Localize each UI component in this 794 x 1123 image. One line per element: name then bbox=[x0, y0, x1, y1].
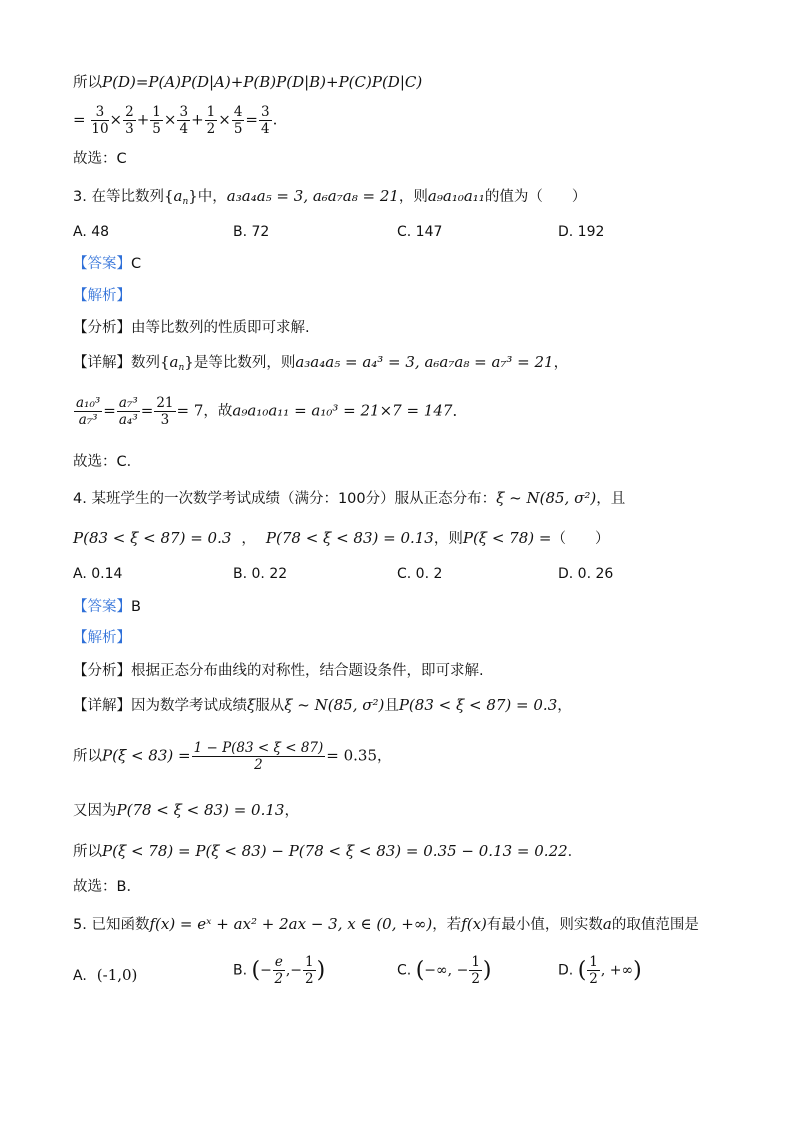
denominator: 3 bbox=[160, 412, 170, 428]
minus-sign: − bbox=[260, 962, 272, 979]
detail-text: 数列 bbox=[131, 355, 160, 371]
q4-option-c: C. 0. 2 bbox=[397, 566, 443, 582]
fraction bbox=[303, 954, 316, 987]
q5-fx: f(x) bbox=[461, 915, 487, 933]
denominator: a₇³ bbox=[78, 412, 98, 428]
q4-condition-2: P(78 < ξ < 83) = 0.13 bbox=[265, 529, 434, 547]
denominator: 2 bbox=[274, 971, 284, 987]
q4-stem-text: ，则 bbox=[433, 531, 463, 547]
sequence-braces: $\{a_n\}$ bbox=[163, 187, 198, 207]
q5-option-c bbox=[397, 954, 492, 987]
ratio-tail-equation: a₉a₁₀a₁₁ = a₁₀³ = 21×7 = 147 bbox=[232, 401, 453, 420]
analysis-tag: 【解析】 bbox=[73, 288, 131, 304]
detail-condition: P(83 < ξ < 87) = 0.3 bbox=[398, 696, 558, 714]
q4-distribution: ξ ~ N(85, σ²) bbox=[496, 489, 597, 507]
answer-value: C bbox=[131, 256, 142, 272]
q3-ratio-line bbox=[73, 395, 467, 428]
denominator: 2 bbox=[254, 757, 263, 773]
answer-tag: 【答案】 bbox=[73, 599, 131, 615]
period: . bbox=[272, 110, 278, 129]
prev-formula-line bbox=[73, 72, 422, 93]
detail-text: 因为数学考试成绩 bbox=[131, 698, 247, 714]
q4-step2 bbox=[73, 800, 299, 821]
fraction bbox=[232, 104, 245, 137]
prev-calc-line bbox=[73, 104, 277, 137]
step2-equation: P(78 < ξ < 83) = 0.13 bbox=[116, 801, 285, 819]
q4-option-b: B. 0. 22 bbox=[233, 566, 288, 582]
q5-option-a bbox=[73, 966, 137, 984]
comma-minus: ,− bbox=[285, 962, 303, 979]
denominator: 10 bbox=[91, 121, 109, 137]
step-tail: ， bbox=[284, 803, 299, 819]
denominator: 4 bbox=[179, 121, 189, 137]
numerator: 3 bbox=[91, 104, 108, 121]
numerator: 1 bbox=[152, 104, 161, 120]
paren-open: ( bbox=[415, 958, 425, 983]
numerator: 1 − P(83 < ξ < 87) bbox=[193, 740, 324, 756]
step-tail: ． bbox=[567, 844, 583, 860]
numerator: 1 bbox=[589, 954, 598, 970]
eq-sign: = bbox=[140, 401, 154, 420]
step-tail: ， bbox=[377, 748, 392, 765]
detail-text: 且 bbox=[384, 698, 399, 714]
xi-symbol: ξ bbox=[247, 696, 256, 714]
q3-choice: 故选：C． bbox=[73, 454, 142, 470]
denominator: 5 bbox=[152, 121, 161, 137]
answer-value: B bbox=[131, 599, 141, 615]
fraction bbox=[192, 740, 326, 773]
q4-stem-text: ，且 bbox=[596, 491, 626, 507]
fraction bbox=[177, 104, 190, 137]
numerator: 1 bbox=[471, 954, 480, 970]
fenxi-text: 由等比数列的性质即可求解. bbox=[131, 320, 310, 336]
q4-question-expr: P(ξ < 78) = bbox=[462, 529, 552, 547]
interval-right: , +∞ bbox=[600, 962, 634, 979]
numerator: 1 bbox=[305, 954, 314, 970]
numerator: 3 bbox=[260, 104, 270, 120]
q5-stem-text: 的取值范围是 bbox=[611, 917, 699, 933]
numerator: a₁₀³ bbox=[76, 395, 101, 411]
q3-option-c: C. 147 bbox=[397, 224, 443, 240]
q3-option-b: B. 72 bbox=[233, 224, 270, 240]
q4-stem-line1 bbox=[73, 488, 625, 509]
fraction bbox=[74, 395, 102, 428]
q3-analysis bbox=[73, 286, 131, 306]
numerator: 4 bbox=[233, 104, 243, 120]
q5-stem bbox=[73, 914, 699, 935]
prev-choice: 故选：C bbox=[73, 151, 127, 167]
fraction bbox=[123, 104, 136, 137]
q3-stem-text: 中， bbox=[197, 189, 227, 205]
q4-option-d: D. 0. 26 bbox=[558, 566, 614, 582]
q5-a: a bbox=[602, 915, 612, 933]
eq-sign: = bbox=[103, 401, 116, 420]
denominator: 5 bbox=[233, 121, 243, 137]
step-prefix: 所以 bbox=[73, 748, 102, 765]
analysis-tag: 【解析】 bbox=[73, 630, 131, 646]
q5-option-d bbox=[558, 954, 642, 987]
numerator: 3 bbox=[179, 104, 189, 120]
q4-option-a: A. 0.14 bbox=[73, 566, 123, 582]
paren-open: ( bbox=[251, 958, 261, 983]
separator: ， bbox=[241, 531, 256, 547]
numerator: a₇³ bbox=[118, 395, 138, 411]
times: × bbox=[163, 110, 177, 129]
eq-sign: = bbox=[73, 110, 86, 129]
option-value: (-1,0) bbox=[96, 966, 138, 984]
paren-close: ) bbox=[633, 958, 642, 983]
numerator: e bbox=[274, 954, 283, 970]
answer-tag: 【答案】 bbox=[73, 256, 131, 272]
step3-equation: P(ξ < 78) = P(ξ < 83) − P(78 < ξ < 83) = 0.35 − 0.13 = 0.22 bbox=[102, 842, 568, 860]
q4-analysis bbox=[73, 628, 131, 648]
times: × bbox=[109, 110, 123, 129]
step1-right: = 0.35 bbox=[326, 746, 378, 765]
detail-distribution: ξ ~ N(85, σ²) bbox=[284, 696, 385, 714]
q5-function: f(x) = eˣ + ax² + 2ax − 3, x ∈ (0, +∞) bbox=[149, 915, 433, 933]
ratio-tail-text: ，故 bbox=[203, 403, 233, 420]
q3-stem-text: ，则 bbox=[398, 189, 428, 205]
q4-answer bbox=[73, 597, 141, 617]
q3-condition: a₃a₄a₅ = 3, a₆a₇a₈ = 21 bbox=[226, 187, 399, 205]
option-label: B. bbox=[233, 962, 248, 979]
q3-stem bbox=[73, 186, 586, 212]
q3-fenxi bbox=[73, 318, 310, 338]
denominator: 2 bbox=[471, 971, 480, 987]
fenxi-tag: 【分析】 bbox=[73, 320, 131, 336]
option-label: D. bbox=[558, 962, 574, 979]
total-probability-formula: P(D)=P(A)P(D|A)+P(B)P(D|B)+P(C)P(D|C) bbox=[102, 73, 423, 91]
fenxi-text: 根据正态分布曲线的对称性，结合题设条件，即可求解. bbox=[131, 663, 484, 679]
plus: + bbox=[136, 110, 150, 129]
q3-detail bbox=[73, 352, 568, 378]
q3-answer bbox=[73, 254, 141, 274]
q3-target: a₉a₁₀a₁₁ bbox=[427, 187, 485, 205]
period: ． bbox=[452, 401, 468, 420]
eq-sign: = bbox=[245, 110, 258, 129]
paren-close: ) bbox=[482, 958, 492, 983]
fraction bbox=[150, 104, 163, 137]
fenxi-tag: 【分析】 bbox=[73, 663, 131, 679]
detail-equation: a₃a₄a₅ = a₄³ = 3, a₆a₇a₈ = a₇³ = 21 bbox=[295, 353, 554, 371]
numerator: 2 bbox=[125, 104, 134, 120]
q4-stem-text: 4. 某班学生的一次数学考试成绩（满分：100分）服从正态分布： bbox=[73, 491, 497, 507]
q3-stem-text: 的值为（ ） bbox=[484, 189, 587, 205]
fraction bbox=[205, 104, 218, 137]
fraction bbox=[587, 954, 600, 987]
numerator: 21 bbox=[156, 395, 174, 411]
q3-stem-text: 3. 在等比数列 bbox=[73, 189, 164, 205]
q3-option-d: D. 192 bbox=[558, 224, 605, 240]
q5-stem-text: 5. 已知函数 bbox=[73, 917, 150, 933]
option-label: C. bbox=[397, 962, 412, 979]
q4-fenxi bbox=[73, 661, 484, 681]
paren-open: ( bbox=[577, 958, 587, 983]
q4-detail bbox=[73, 695, 572, 716]
ratio-result: = 7 bbox=[176, 401, 204, 420]
denominator: 2 bbox=[206, 121, 216, 137]
q4-condition-1: P(83 < ξ < 87) = 0.3 bbox=[73, 529, 232, 547]
option-label: A. bbox=[73, 968, 87, 984]
sequence-braces: $\{a_n\}$ bbox=[160, 353, 194, 373]
q4-stem-line2 bbox=[73, 528, 609, 549]
times: × bbox=[218, 110, 231, 129]
fraction bbox=[469, 954, 482, 987]
detail-tag: 【详解】 bbox=[73, 698, 131, 714]
step-prefix: 又因为 bbox=[73, 803, 117, 819]
denominator: 3 bbox=[125, 121, 134, 137]
denominator: 2 bbox=[589, 971, 598, 987]
q4-stem-text: （ ） bbox=[551, 531, 610, 547]
denominator: 2 bbox=[305, 971, 314, 987]
q4-step1 bbox=[73, 740, 392, 773]
interval-left: −∞, − bbox=[424, 962, 469, 979]
step1-left: P(ξ < 83) = bbox=[102, 746, 191, 765]
paren-close: ) bbox=[316, 958, 326, 983]
detail-text: 服从 bbox=[255, 698, 285, 714]
fraction bbox=[91, 104, 108, 137]
detail-tag: 【详解】 bbox=[73, 355, 131, 371]
denominator: 4 bbox=[260, 121, 270, 137]
q4-choice: 故选：B． bbox=[73, 879, 141, 895]
q5-option-b bbox=[233, 954, 325, 987]
q3-option-a: A. 48 bbox=[73, 224, 110, 240]
detail-text: ， bbox=[553, 355, 569, 371]
detail-text: ， bbox=[557, 698, 572, 714]
denominator: a₄³ bbox=[118, 412, 138, 428]
fraction bbox=[154, 395, 175, 428]
prev-prefix: 所以 bbox=[73, 75, 102, 91]
step-prefix: 所以 bbox=[73, 844, 102, 860]
q5-stem-text: ，若 bbox=[432, 917, 462, 933]
numerator: 1 bbox=[206, 104, 216, 120]
fraction bbox=[259, 104, 272, 137]
fraction bbox=[117, 395, 140, 428]
fraction bbox=[273, 954, 285, 987]
plus: + bbox=[191, 110, 204, 129]
q4-step3 bbox=[73, 841, 582, 862]
q5-stem-text: 有最小值，则实数 bbox=[486, 917, 603, 933]
detail-text: 是等比数列，则 bbox=[193, 355, 296, 371]
